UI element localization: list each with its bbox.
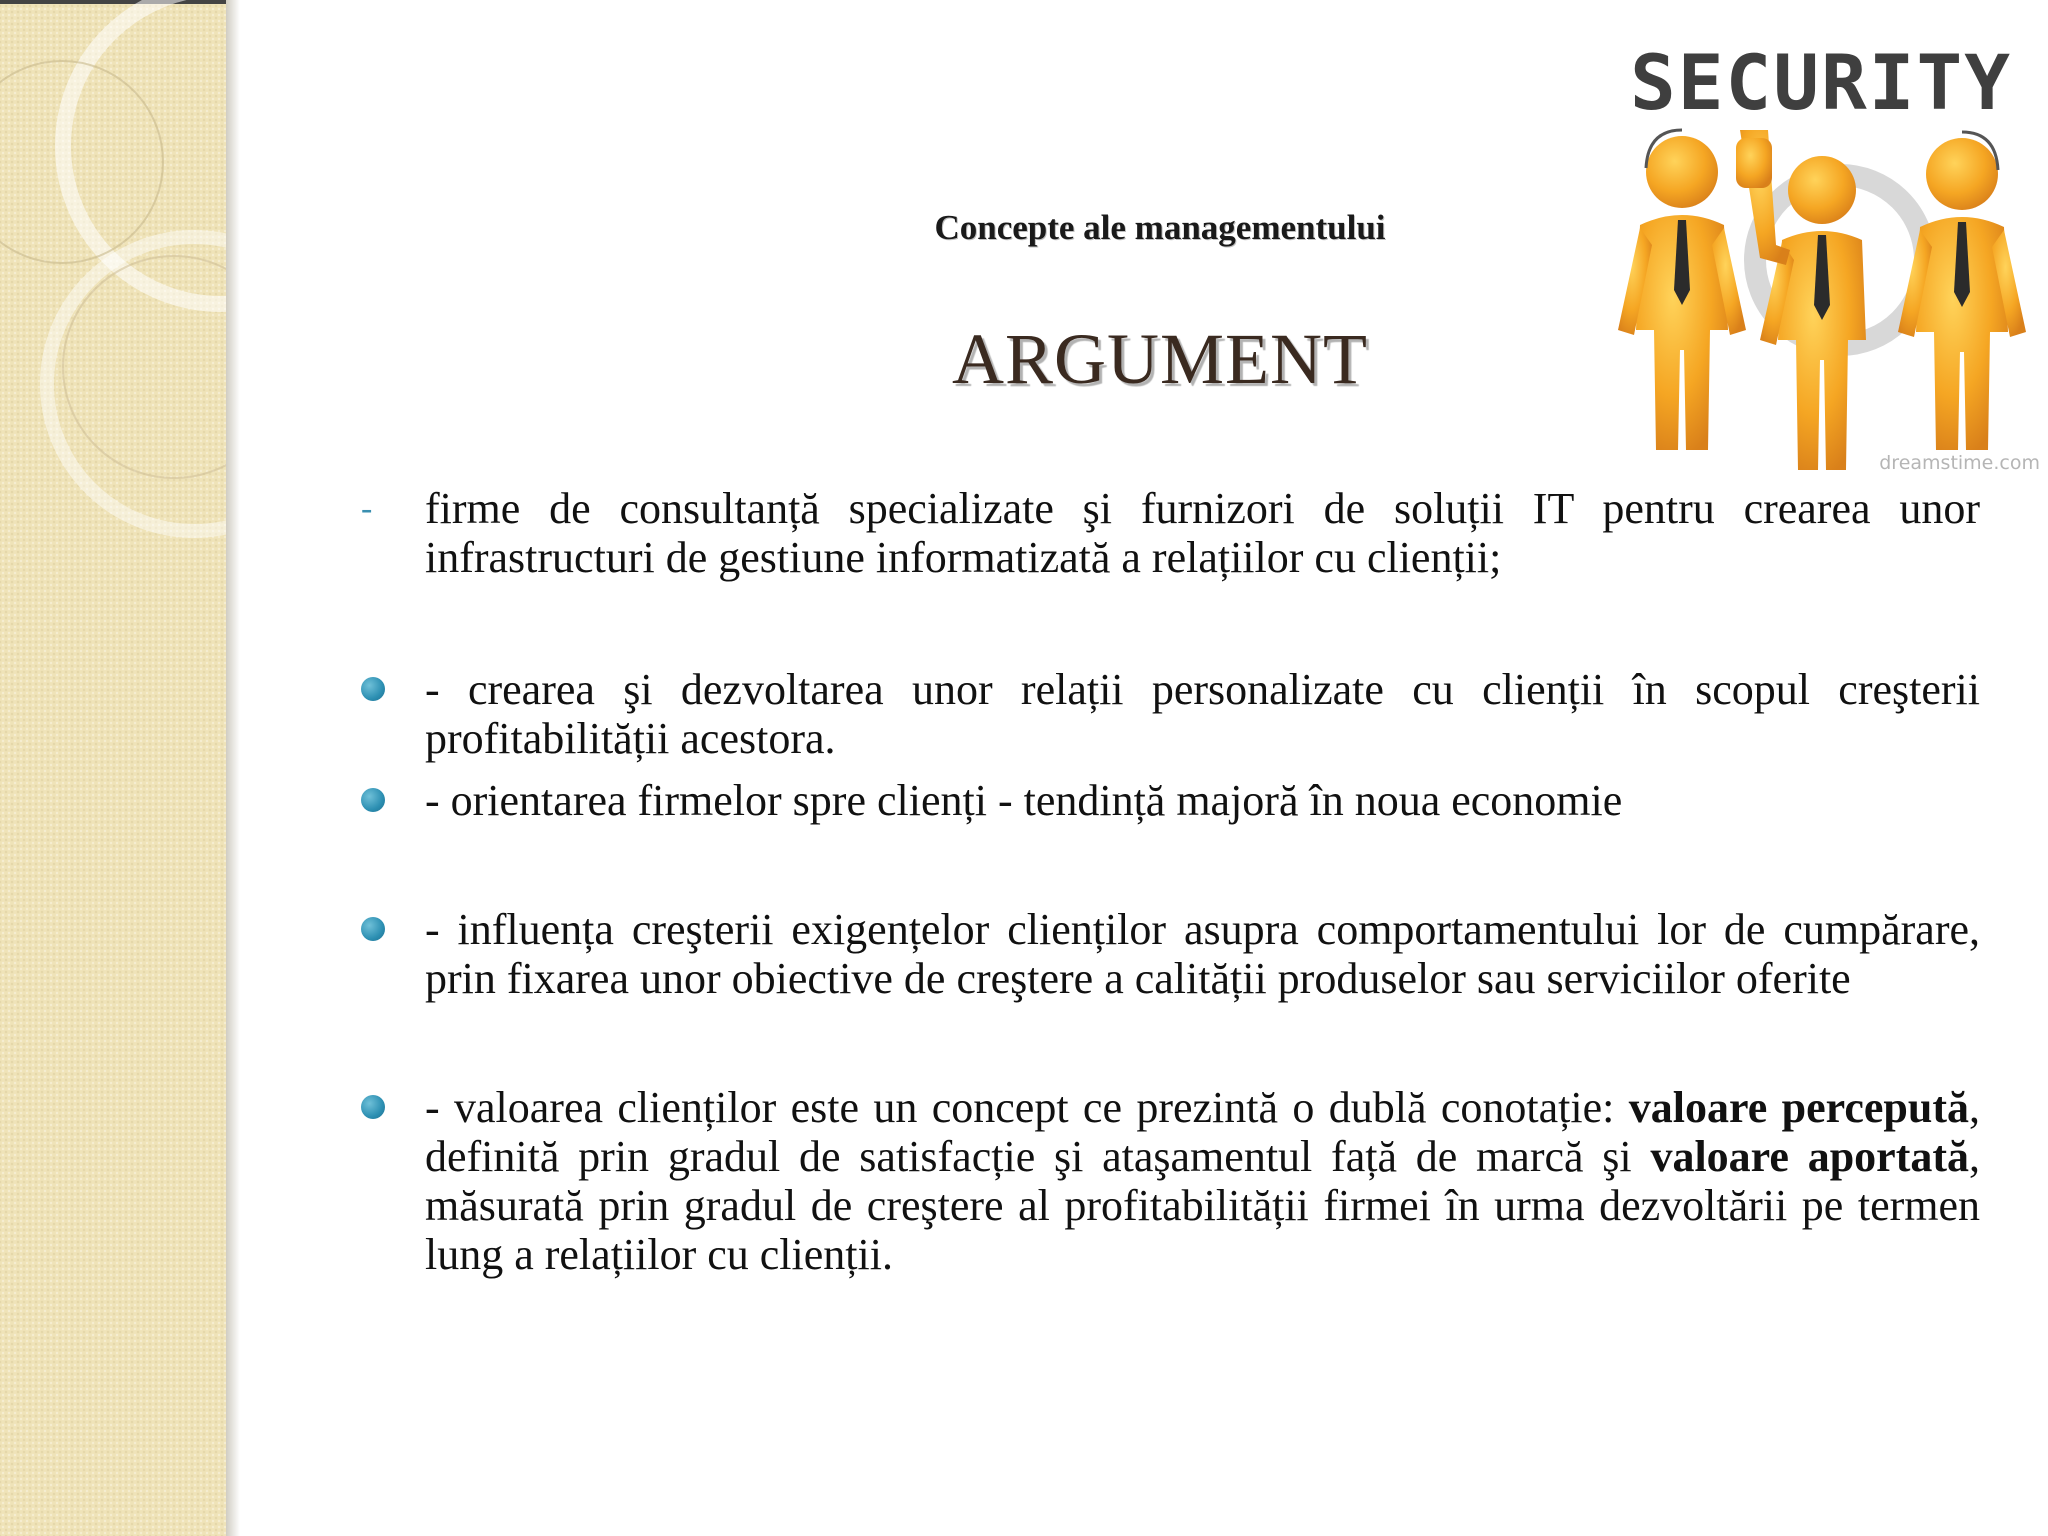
list-item <box>355 665 1980 763</box>
security-guards-icon <box>1590 30 2048 480</box>
list-item-text: - crearea şi dezvoltarea unor relații personalizate cu clienții în scopul creşterii profitabilității acestora. <box>425 665 1980 763</box>
bold-term: valoare aportată <box>1650 1132 1970 1181</box>
slide-title: ARGUMENT <box>952 319 1368 399</box>
list-item-text: - orientarea firmelor spre clienți - tendință majoră în noua economie <box>425 776 1623 825</box>
security-illustration <box>1590 30 2048 480</box>
list-item-text: - influența creşterii exigențelor clienților asupra comportamentului lor de cumpărare, prin fixarea unor obiective de creştere a calității produselor sau serviciilor oferite <box>425 905 1980 1003</box>
guard-figure-left <box>1618 130 1746 450</box>
security-heading: SECURITY <box>1630 38 2013 127</box>
guard-figure-right <box>1898 132 2026 450</box>
bullet-list <box>355 484 1980 1279</box>
list-item-text: firme de consultanță specializate şi furnizori de soluții IT pentru crearea unor infrastructuri de gestiune informatizată a relațiilor cu clienții; <box>425 484 1980 582</box>
bullet-dot-icon <box>361 917 385 941</box>
list-item <box>355 1083 1980 1279</box>
list-item <box>355 776 1980 825</box>
bullet-dot-icon <box>361 677 385 701</box>
slide-subtitle: Concepte ale managementului <box>934 208 1386 247</box>
bullet-dot-icon <box>361 1095 385 1119</box>
list-item-text-part: , definită prin gradul de satisfacție şi ataşamentul față de marcă şi <box>425 1083 1981 1181</box>
list-item-text-part: - valoarea clienților este un concept ce prezintă o dublă conotație: <box>425 1083 1629 1132</box>
bullet-dot-icon <box>361 788 385 812</box>
bold-term: valoare percepută <box>1628 1083 1970 1132</box>
list-item-text-part: , măsurată prin gradul de creştere al profitabilității firmei în urma dezvoltării pe termen lung a relațiilor cu clienții. <box>425 1132 1981 1279</box>
dash-bullet: - <box>361 490 373 527</box>
sidebar-shadow <box>226 0 240 1536</box>
watermark: dreamstime.com <box>1879 452 2040 474</box>
decorative-sidebar <box>0 0 226 1536</box>
list-item <box>355 905 1980 1003</box>
list-item <box>355 484 1980 582</box>
